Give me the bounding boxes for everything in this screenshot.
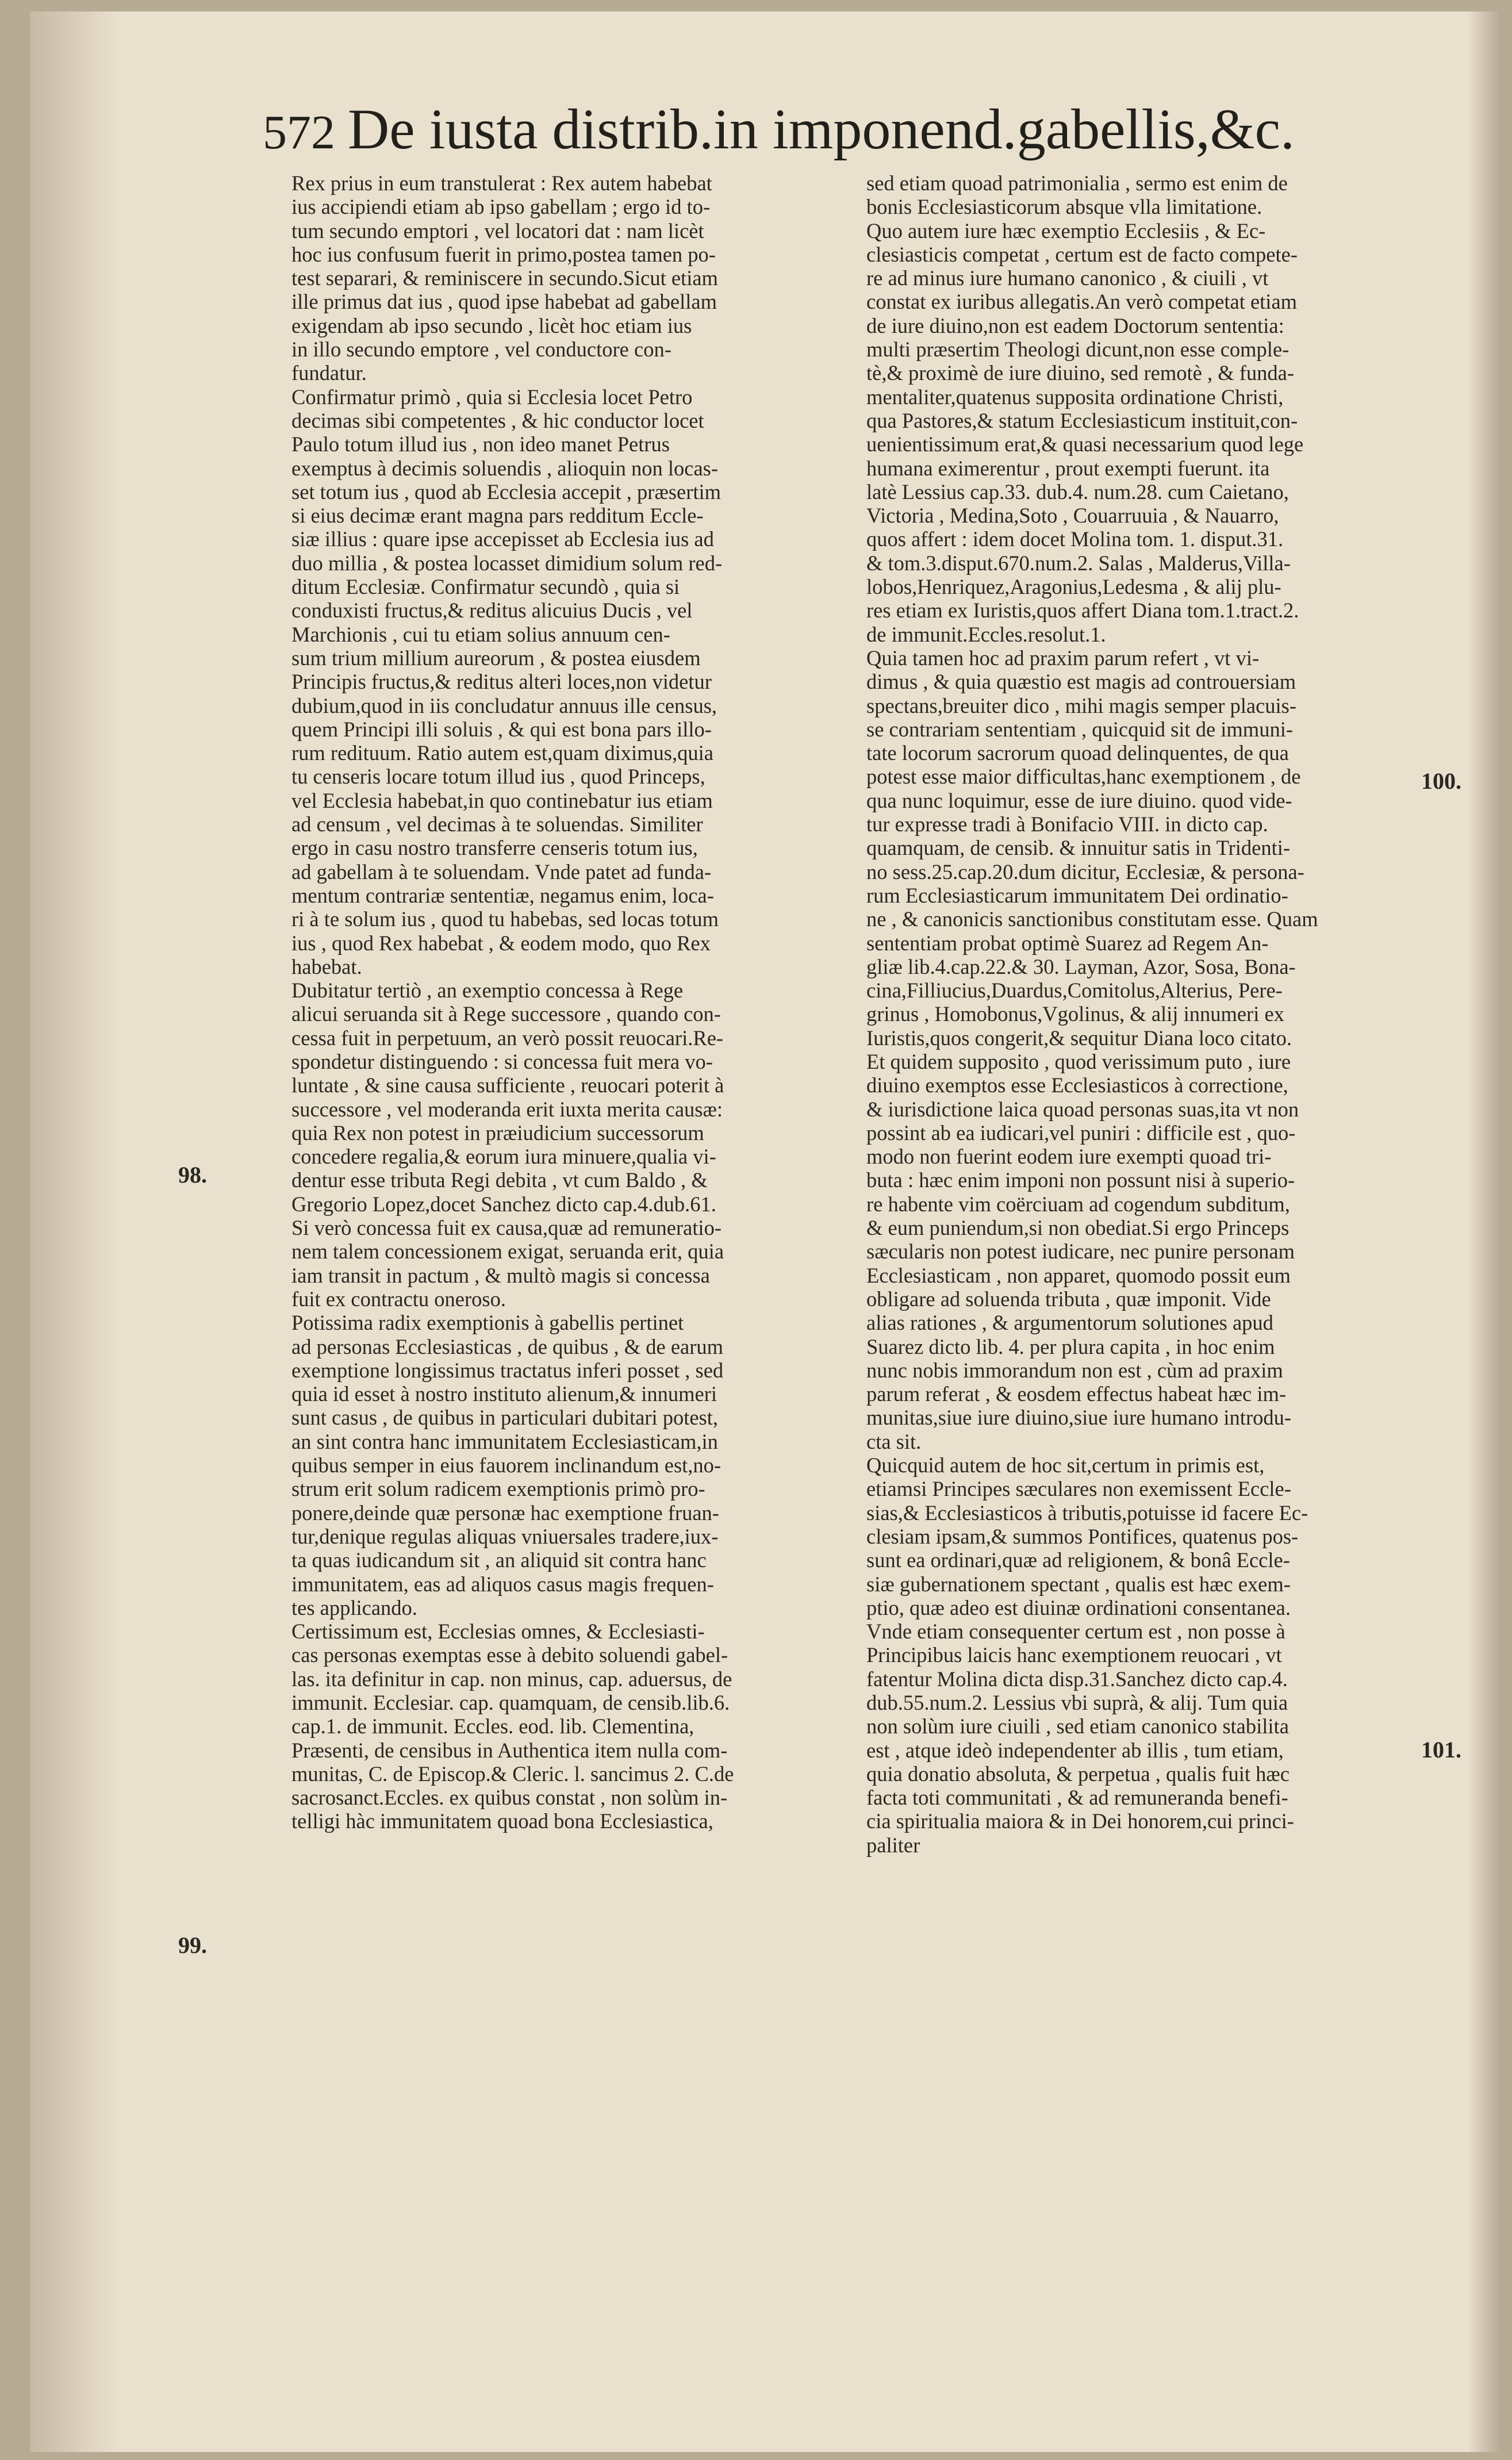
text-line: conduxisti fructus,& reditus alicuius Ducis , vel — [291, 598, 693, 623]
book-page — [30, 11, 1502, 2452]
text-line: ad personas Ecclesiasticas , de quibus , & de earum — [291, 1334, 724, 1358]
text-line: Vnde etiam consequenter certum est , non posse à — [866, 1619, 1285, 1644]
page-edge-shadow — [1467, 11, 1502, 2452]
text-line: rum redituum. Ratio autem est,quam diximus,quia — [291, 741, 713, 765]
running-title: De iusta distrib.in imponend.gabellis,&c. — [348, 97, 1295, 161]
text-line: tur,denique regulas aliquas vniuersales tradere,iux- — [291, 1524, 719, 1548]
text-line: Rex prius in eum transtulerat : Rex autem habebat — [291, 171, 712, 195]
text-line: diuino exemptos esse Ecclesiasticos à correctione, — [866, 1073, 1288, 1097]
margin-number-99: 99. — [178, 1932, 207, 1958]
text-line: munitas,siue iure diuino,siue iure humano introdu- — [866, 1406, 1292, 1430]
text-line: est , atque ideò independenter ab illis , tum etiam, — [866, 1738, 1284, 1762]
text-line: dentur esse tributa Regi debita , vt cum Baldo , & — [291, 1168, 708, 1192]
text-line: immunitatem, eas ad aliquos casus magis frequen- — [291, 1572, 714, 1596]
margin-number-100: 100. — [1421, 768, 1461, 794]
text-line: Præsenti, de censibus in Authentica item nulla com- — [291, 1738, 728, 1762]
text-line: modo non fuerint eodem iure exempti quoad tri- — [866, 1145, 1272, 1169]
running-header — [263, 86, 1295, 172]
text-line: spondetur distinguendo : si concessa fuit mera vo- — [291, 1049, 713, 1073]
text-line: uenientissimum erat,& quasi necessarium quod lege — [866, 432, 1304, 456]
text-line: tum secundo emptori , vel locatori dat : nam licèt — [291, 218, 704, 243]
text-line: Principis fructus,& reditus alteri loces,non videtur — [291, 670, 712, 694]
text-line: si eius decimæ erant magna pars redditum Eccle- — [291, 504, 704, 528]
text-line: luntate , & sine causa sufficiente , reuocari poterit à — [291, 1073, 724, 1097]
text-line: Confirmatur primò , quia si Ecclesia locet Petro — [291, 385, 693, 409]
text-line: fundatur. — [291, 361, 367, 385]
text-line: sententiam probat optimè Suarez ad Regem An- — [866, 931, 1269, 955]
text-line: in illo secundo emptore , vel conductore con- — [291, 337, 671, 362]
text-line: latè Lessius cap.33. dub.4. num.28. cum Caietano, — [866, 479, 1289, 504]
text-line: alias rationes , & argumentorum solutiones apud — [866, 1311, 1273, 1335]
text-line: successore , vel moderanda erit iuxta merita causæ: — [291, 1097, 723, 1121]
text-line: ad gabellam à te soluendam. Vnde patet ad funda- — [291, 859, 712, 884]
left-text-column — [291, 171, 819, 1833]
text-line: Ecclesiasticam , non apparet, quomodo possit eum — [866, 1263, 1291, 1287]
text-line: test separari, & reminiscere in secundo.Sicut etiam — [291, 266, 718, 290]
text-line: nunc nobis immorandum non est , cùm ad praxim — [866, 1358, 1283, 1382]
right-text-column — [866, 171, 1401, 1857]
text-line: sias,& Ecclesiasticos à tributis,potuisse id facere Ec- — [866, 1500, 1308, 1525]
text-line: ad censum , vel decimas à te soluendas. Similiter — [291, 812, 703, 836]
text-line: multi præsertim Theologi dicunt,non esse comple- — [866, 337, 1290, 362]
text-line: mentaliter,quatenus supposita ordinatione Christi, — [866, 385, 1284, 409]
text-line: clesiam ipsam,& summos Pontifices, quatenus pos- — [866, 1524, 1299, 1548]
gutter-shadow — [30, 11, 116, 2452]
text-line: tur expresse tradi à Bonifacio VIII. in dicto cap. — [866, 812, 1268, 836]
text-line: quia Rex non potest in præiudicium successorum — [291, 1120, 704, 1145]
text-line: ptio, quæ adeo est diuinæ ordinationi consentanea. — [866, 1595, 1291, 1619]
page-number: 572 — [263, 106, 335, 159]
text-line: fatentur Molina dicta disp.31.Sanchez dicto cap.4. — [866, 1667, 1288, 1691]
text-line: humana eximerentur , prout exempti fuerunt. ita — [866, 456, 1270, 480]
text-line: cap.1. de immunit. Eccles. eod. lib. Clementina, — [291, 1714, 694, 1738]
text-line: de immunit.Eccles.resolut.1. — [866, 622, 1106, 646]
text-line: Marchionis , cui tu etiam solius annuum cen- — [291, 622, 670, 646]
text-line: Certissimum est, Ecclesias omnes, & Ecclesiasti- — [291, 1619, 705, 1644]
text-line: parum referat , & eosdem effectus habeat hæc im- — [866, 1382, 1287, 1406]
text-line: munitas, C. de Episcop.& Cleric. l. sancimus 2. C.de — [291, 1761, 734, 1786]
text-line: Paulo totum illud ius , non ideo manet Petrus — [291, 432, 670, 456]
text-line: ius , quod Rex habebat , & eodem modo, quo Rex — [291, 931, 711, 955]
text-line: vel Ecclesia habebat,in quo continebatur ius etiam — [291, 788, 713, 812]
text-line: ius accipiendi etiam ab ipso gabellam ; ergo id to- — [291, 195, 711, 219]
text-line: tè,& proximè de iure diuino, sed remotè , & funda- — [866, 361, 1294, 385]
text-line: quia id esset à nostro instituto alienum,& innumeri — [291, 1382, 717, 1406]
text-line: Et quidem supposito , quod verissimum puto , iure — [866, 1049, 1291, 1073]
text-line: hoc ius confusum fuerit in primo,postea tamen po- — [291, 242, 716, 266]
text-line: Gregorio Lopez,docet Sanchez dicto cap.4.dub.61. — [291, 1192, 716, 1216]
text-line: sæcularis non potest iudicare, nec punire personam — [866, 1239, 1295, 1264]
text-line: se contrariam sententiam , quicquid sit de immuni- — [866, 717, 1293, 741]
text-line: & eum puniendum,si non obediat.Si ergo Princeps — [866, 1216, 1290, 1240]
text-line: set totum ius , quod ab Ecclesia accepit , præsertim — [291, 479, 722, 504]
text-line: grinus , Homobonus,Vgolinus, & alij innumeri ex — [866, 1002, 1284, 1026]
text-line: ta quas iudicandum sit , an aliquid sit contra hanc — [291, 1548, 707, 1572]
text-line: quibus semper in eius fauorem inclinandum est,no- — [291, 1453, 722, 1477]
text-line: siæ gubernationem spectant , qualis est hæc exem- — [866, 1572, 1291, 1596]
text-line: paliter — [866, 1833, 920, 1857]
text-line: qua Pastores,& statum Ecclesiasticum instituit,con- — [866, 408, 1298, 432]
text-line: sunt casus , de quibus in particulari dubitari potest, — [291, 1406, 719, 1430]
text-line: Victoria , Medina,Soto , Couarruuia , & Nauarro, — [866, 504, 1279, 528]
text-line: no sess.25.cap.20.dum dicitur, Ecclesiæ, & persona- — [866, 859, 1304, 884]
text-line: res etiam ex Iuristis,quos affert Diana tom.1.tract.2. — [866, 598, 1299, 623]
text-line: rum Ecclesiasticarum immunitatem Dei ordinatio- — [866, 883, 1288, 907]
text-line: decimas sibi competentes , & hic conductor locet — [291, 408, 704, 432]
text-line: clesiasticis competat , certum est de facto compete- — [866, 242, 1298, 266]
text-line: re habente vim coërciuam ad cogendum subditum, — [866, 1192, 1290, 1216]
margin-number-101: 101. — [1421, 1737, 1461, 1763]
text-line: iam transit in pactum , & multò magis si concessa — [291, 1263, 710, 1287]
text-line: spectans,breuiter dico , mihi magis semper placuis- — [866, 693, 1297, 717]
text-line: siæ illius : quare ipse accepisset ab Ecclesia ius ad — [291, 527, 714, 551]
text-line: Quia tamen hoc ad praxim parum refert , vt vi- — [866, 646, 1260, 670]
text-line: Iuristis,quos congerit,& sequitur Diana loco citato. — [866, 1026, 1292, 1050]
text-line: quem Principi illi soluis , & qui est bona pars illo- — [291, 717, 712, 741]
text-line: duo millia , & postea locasset dimidium solum red- — [291, 551, 723, 575]
text-line: ditum Ecclesiæ. Confirmatur secundò , quia si — [291, 575, 680, 599]
text-line: exemptus à decimis soluendis , alioquin non locas- — [291, 456, 719, 480]
text-line: sunt ea ordinari,quæ ad religionem, & bonâ Eccle- — [866, 1548, 1290, 1572]
text-line: dub.55.num.2. Lessius vbi suprà, & alij. Tum quia — [866, 1691, 1288, 1714]
text-line: cina,Filliucius,Duardus,Comitolus,Alterius, Pere- — [866, 978, 1283, 1003]
text-line: re ad minus iure humano canonico , & ciuili , vt — [866, 266, 1269, 290]
text-line: habebat. — [291, 954, 362, 978]
text-line: de iure diuino,non est eadem Doctorum sententia: — [866, 313, 1284, 337]
text-line: immunit. Ecclesiar. cap. quamquam, de censib.lib.6. — [291, 1691, 730, 1714]
text-line: dubium,quod in iis concludatur annuus ille census, — [291, 693, 717, 717]
text-line: ponere,deinde quæ personæ hac exemptione fruan- — [291, 1500, 719, 1525]
text-line: quamquam, de censib. & innuitur satis in Tridenti- — [866, 836, 1291, 860]
text-line: cas personas exemptas esse à debito soluendi gabel- — [291, 1643, 728, 1667]
text-line: alicui seruanda sit à Rege successore , quando con- — [291, 1002, 721, 1026]
text-line: Suarez dicto lib. 4. per plura capita , in hoc enim — [866, 1334, 1275, 1358]
text-line: ergo in casu nostro transferre censeris totum ius, — [291, 836, 698, 860]
text-line: facta toti communitati , & ad remuneranda benefi- — [866, 1786, 1288, 1810]
text-line: ne , & canonicis sanctionibus constitutam esse. Quam — [866, 907, 1318, 931]
text-line: fuit ex contractu oneroso. — [291, 1287, 506, 1311]
text-line: bonis Ecclesiasticorum absque vlla limitatione. — [866, 195, 1262, 219]
text-line: concedere regalia,& eorum iura minuere,qualia vi- — [291, 1145, 716, 1169]
text-line: potest esse maior difficultas,hanc exemptionem , de — [866, 765, 1301, 789]
text-line: qua nunc loquimur, esse de iure diuino. quod vide- — [866, 788, 1292, 812]
text-line: etiamsi Principes sæculares non exemissent Eccle- — [866, 1477, 1291, 1501]
text-line: sacrosanct.Eccles. ex quibus constat , non solùm in- — [291, 1786, 728, 1810]
text-line: las. ita definitur in cap. non minus, cap. aduersus, de — [291, 1667, 732, 1691]
text-line: lobos,Henriquez,Aragonius,Ledesma , & alij plu- — [866, 575, 1281, 599]
text-line: quia donatio absoluta, & perpetua , qualis fuit hæc — [866, 1761, 1290, 1786]
text-line: buta : hæc enim imponi non possunt nisi à superio- — [866, 1168, 1295, 1192]
text-line: dimus , & quia quæstio est magis ad controuersiam — [866, 670, 1296, 694]
text-line: constat ex iuribus allegatis.An verò competat etiam — [866, 290, 1298, 314]
text-line: ille primus dat ius , quod ipse habebat ad gabellam — [291, 290, 717, 314]
text-line: & tom.3.disput.670.num.2. Salas , Malderus,Villa- — [866, 551, 1291, 575]
text-line: Quicquid autem de hoc sit,certum in primis est, — [866, 1453, 1265, 1477]
text-line: an sint contra hanc immunitatem Ecclesiasticam,in — [291, 1429, 718, 1453]
text-line: Potissima radix exemptionis à gabellis pertinet — [291, 1311, 684, 1335]
text-line: tes applicando. — [291, 1595, 417, 1619]
text-line: non solùm iure ciuili , sed etiam canonico stabilita — [866, 1714, 1289, 1738]
text-line: possint ab ea iudicari,vel puniri : difficile est , quo- — [866, 1120, 1296, 1145]
text-line: exemptione longissimus tractatus inferi posset , sed — [291, 1358, 724, 1382]
text-line: sed etiam quoad patrimonialia , sermo est enim de — [866, 171, 1288, 195]
text-line: gliæ lib.4.cap.22.& 30. Layman, Azor, Sosa, Bona- — [866, 954, 1296, 978]
text-line: cia spiritualia maiora & in Dei honorem,cui princi- — [866, 1809, 1294, 1833]
text-line: Dubitatur tertiò , an exemptio concessa à Rege — [291, 978, 684, 1003]
text-line: telligi hàc immunitatem quoad bona Ecclesiastica, — [291, 1809, 713, 1833]
text-line: Si verò concessa fuit ex causa,quæ ad remuneratio- — [291, 1216, 722, 1240]
text-line: tu censeris locare totum illud ius , quod Princeps, — [291, 765, 705, 789]
text-line: cessa fuit in perpetuum, an verò possit reuocari.Re- — [291, 1026, 724, 1050]
text-line: tate locorum sacrorum quoad delinquentes, de qua — [866, 741, 1289, 765]
margin-number-98: 98. — [178, 1162, 207, 1188]
text-line: Quo autem iure hæc exemptio Ecclesiis , & Ec- — [866, 218, 1266, 243]
text-line: Principibus laicis hanc exemptionem reuocari , vt — [866, 1643, 1282, 1667]
text-line: nem talem concessionem exigat, seruanda erit, quia — [291, 1239, 724, 1264]
text-line: obligare ad soluenda tributa , quæ imponit. Vide — [866, 1287, 1271, 1311]
text-line: strum erit solum radicem exemptionis primò pro- — [291, 1477, 705, 1501]
text-line: & iurisdictione laica quoad personas suas,ita vt non — [866, 1097, 1299, 1121]
text-line: sum trium millium aureorum , & postea eiusdem — [291, 646, 701, 670]
text-line: mentum contrariæ sententiæ, negamus enim, loca- — [291, 883, 714, 907]
text-line: exigendam ab ipso secundo , licèt hoc etiam ius — [291, 313, 692, 337]
text-line: ri à te solum ius , quod tu habebas, sed locas totum — [291, 907, 719, 931]
text-line: quos affert : idem docet Molina tom. 1. disput.31. — [866, 527, 1284, 551]
text-line: cta sit. — [866, 1429, 922, 1453]
